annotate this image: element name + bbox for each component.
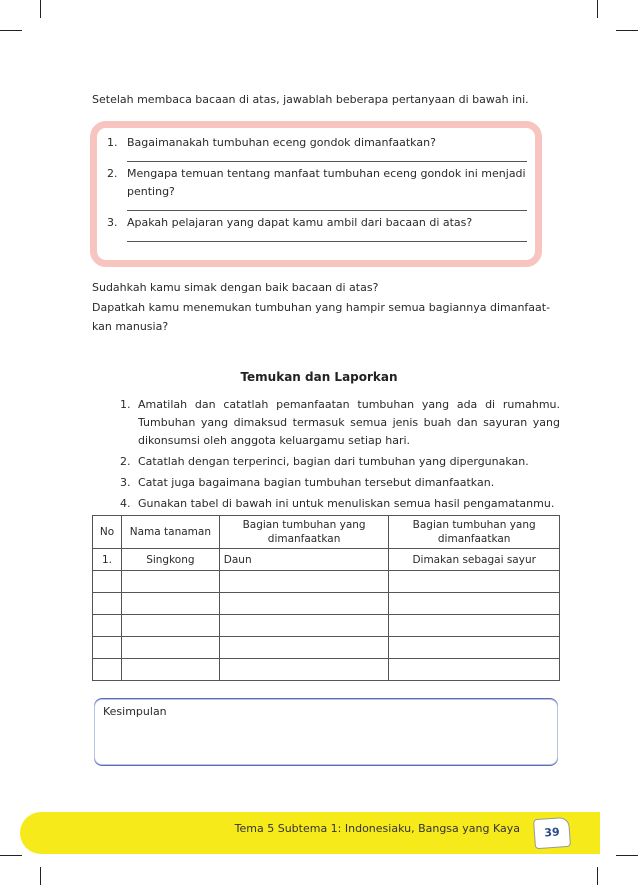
header-plant-name: Nama tanaman <box>121 516 219 549</box>
table-cell: Singkong <box>121 549 219 571</box>
task-text: Amatilah dan catatlah pemanfaatan tumbuhan yang ada di rumahmu. Tumbuhan yang dimaksud termasuk semua jenis buah dan sayuran yang dikonsumsi oleh anggota keluargamu setiap hari. <box>138 398 560 447</box>
crop-mark <box>616 30 638 31</box>
task-item <box>120 396 560 450</box>
task-item <box>120 474 560 492</box>
table-cell: Dimakan sebagai sayur <box>389 549 560 571</box>
question-item <box>107 165 527 201</box>
crop-mark <box>40 867 41 885</box>
table-cell: Daun <box>219 549 389 571</box>
task-text: Catatlah dengan terperinci, bagian dari tumbuhan yang dipergunakan. <box>138 455 529 468</box>
table-cell[interactable] <box>93 593 122 615</box>
header-usage: Bagian tumbuhan yang dimanfaatkan <box>389 516 560 549</box>
question-number: 2. <box>107 167 118 180</box>
table-row <box>93 593 560 615</box>
question-number: 3. <box>107 216 118 229</box>
table-row <box>93 571 560 593</box>
task-item <box>120 453 560 471</box>
task-item <box>120 495 560 513</box>
table-cell[interactable] <box>389 659 560 681</box>
question-list <box>107 134 527 245</box>
crop-mark <box>0 855 22 856</box>
intro-text: Setelah membaca bacaan di atas, jawablah beberapa pertanyaan di bawah ini. <box>92 93 529 106</box>
table-cell[interactable] <box>121 571 219 593</box>
question-box <box>90 121 542 267</box>
crop-mark <box>597 867 598 885</box>
question-text: Apakah pelajaran yang dapat kamu ambil dari bacaan di atas? <box>127 216 473 229</box>
answer-line[interactable] <box>127 201 527 211</box>
section-heading: Temukan dan Laporkan <box>240 370 398 384</box>
table-header-row <box>93 516 560 549</box>
table-row <box>93 615 560 637</box>
answer-line[interactable] <box>127 232 527 242</box>
crop-mark <box>0 30 22 31</box>
table-cell[interactable] <box>219 637 389 659</box>
table-cell[interactable] <box>93 571 122 593</box>
crop-mark <box>597 0 598 18</box>
table-cell[interactable] <box>121 659 219 681</box>
table-cell[interactable] <box>389 593 560 615</box>
footer-theme-text: Tema 5 Subtema 1: Indonesiaku, Bangsa yang Kaya <box>234 822 520 835</box>
table-cell[interactable] <box>121 615 219 637</box>
observation-table <box>92 515 560 681</box>
answer-line[interactable] <box>127 152 527 162</box>
table-cell[interactable] <box>93 637 122 659</box>
question-item <box>107 214 527 232</box>
discovery-question-text: Dapatkah kamu menemukan tumbuhan yang hampir semua bagiannya dimanfaat-kan manusia? <box>92 301 551 333</box>
footer-bar <box>20 812 600 854</box>
task-number: 1. <box>120 398 131 411</box>
crop-mark <box>616 855 638 856</box>
table-row <box>93 637 560 659</box>
task-text: Catat juga bagaimana bagian tumbuhan tersebut dimanfaatkan. <box>138 476 495 489</box>
table-cell[interactable] <box>219 659 389 681</box>
task-number: 4. <box>120 497 131 510</box>
conclusion-box[interactable] <box>94 699 558 765</box>
page-number: 39 <box>533 817 571 849</box>
conclusion-label: Kesimpulan <box>103 705 167 718</box>
question-number: 1. <box>107 136 118 149</box>
table-cell[interactable] <box>389 637 560 659</box>
table-cell[interactable] <box>219 615 389 637</box>
table-cell[interactable] <box>93 659 122 681</box>
table-cell[interactable] <box>121 637 219 659</box>
table-cell[interactable] <box>121 593 219 615</box>
table-cell[interactable] <box>389 571 560 593</box>
reading-check-text: Sudahkah kamu simak dengan baik bacaan di atas? <box>92 281 379 294</box>
question-text: Mengapa temuan tentang manfaat tumbuhan eceng gondok ini menjadi penting? <box>127 167 526 198</box>
header-plant-part: Bagian tumbuhan yang dimanfaatkan <box>219 516 389 549</box>
table-row <box>93 659 560 681</box>
task-number: 3. <box>120 476 131 489</box>
task-number: 2. <box>120 455 131 468</box>
header-no: No <box>93 516 122 549</box>
table-cell[interactable] <box>389 615 560 637</box>
task-text: Gunakan tabel di bawah ini untuk menuliskan semua hasil pengamatanmu. <box>138 497 555 510</box>
crop-mark <box>40 0 41 18</box>
table-row <box>93 549 560 571</box>
task-list <box>120 396 560 516</box>
table-cell: 1. <box>93 549 122 571</box>
table-cell[interactable] <box>219 593 389 615</box>
question-text: Bagaimanakah tumbuhan eceng gondok dimanfaatkan? <box>127 136 436 149</box>
question-item <box>107 134 527 152</box>
table-cell[interactable] <box>93 615 122 637</box>
table-cell[interactable] <box>219 571 389 593</box>
